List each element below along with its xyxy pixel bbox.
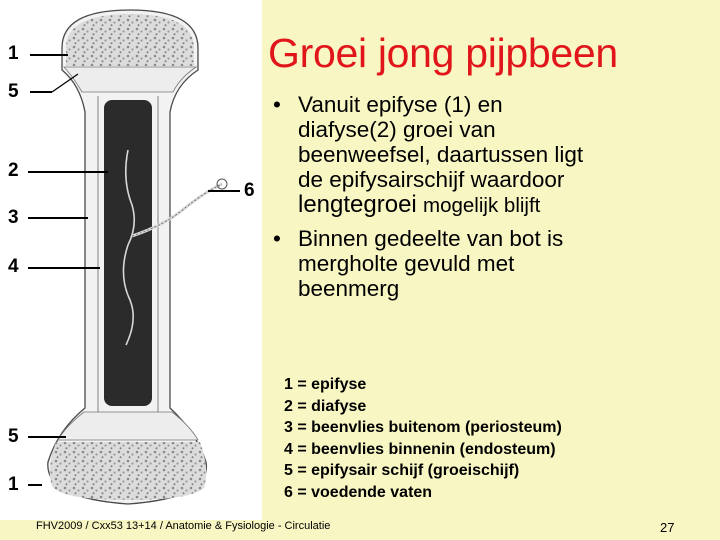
bullet-2-line-1: Binnen gedeelte van bot is [298,226,564,251]
label-epiphysis-bottom: 1 [8,474,19,495]
legend-item: 4 = beenvlies binnenin (endosteum) [284,440,556,458]
marrow-cavity [104,100,152,406]
bullet-1-tail: mogelijk blijft [423,194,541,217]
legend [284,374,562,504]
slide-title: Groei jong pijpbeen [268,30,618,76]
label-growth-plate-top: 5 [8,81,19,102]
legend-item: 2 = diafyse [284,397,367,415]
page-number: 27 [660,520,675,535]
bullet-1-line-2: diafyse(2) groei van [298,117,496,142]
legend-item: 1 = epifyse [284,376,367,393]
bullet-1-line-4: de epifysairschijf waardoor [298,167,565,192]
label-endosteum: 4 [8,256,19,277]
legend-item: 6 = voedende vaten [284,483,433,501]
footer-text: FHV2009 / Cxx53 13+14 / Anatomie & Fysiologie - Circulatie [36,520,331,532]
bullet-list [268,92,713,301]
bullet-1-line-1: Vanuit epifyse (1) en [298,92,503,117]
label-diaphysis: 2 [8,160,19,181]
bone-diagram-panel [0,0,262,520]
legend-item: 3 = beenvlies buitenom (periosteum) [284,419,562,437]
bottom-epiphysis [50,442,207,500]
bullet-dot: • [273,92,281,117]
bullet-marrow [268,226,713,301]
bullet-growth [268,92,713,218]
legend-item: 5 = epifysair schijf (groeischijf) [284,462,520,480]
long-bone-diagram [0,0,262,520]
label-epiphysis-top: 1 [8,43,19,64]
bottom-growth-plate [58,412,198,440]
label-growth-plate-bottom: 5 [8,426,19,447]
bullet-2-line-3: beenmerg [298,276,400,301]
bullet-dot: • [273,226,281,251]
bullet-2-line-2: mergholte gevuld met [298,251,515,276]
bullet-1-line-3: beenweefsel, daartussen ligt [298,142,584,167]
top-epiphysis [66,14,194,66]
bullet-1-emphasis: lengtegroei [298,191,417,218]
label-periosteum: 3 [8,207,19,228]
label-blood-vessel: 6 [244,180,255,201]
